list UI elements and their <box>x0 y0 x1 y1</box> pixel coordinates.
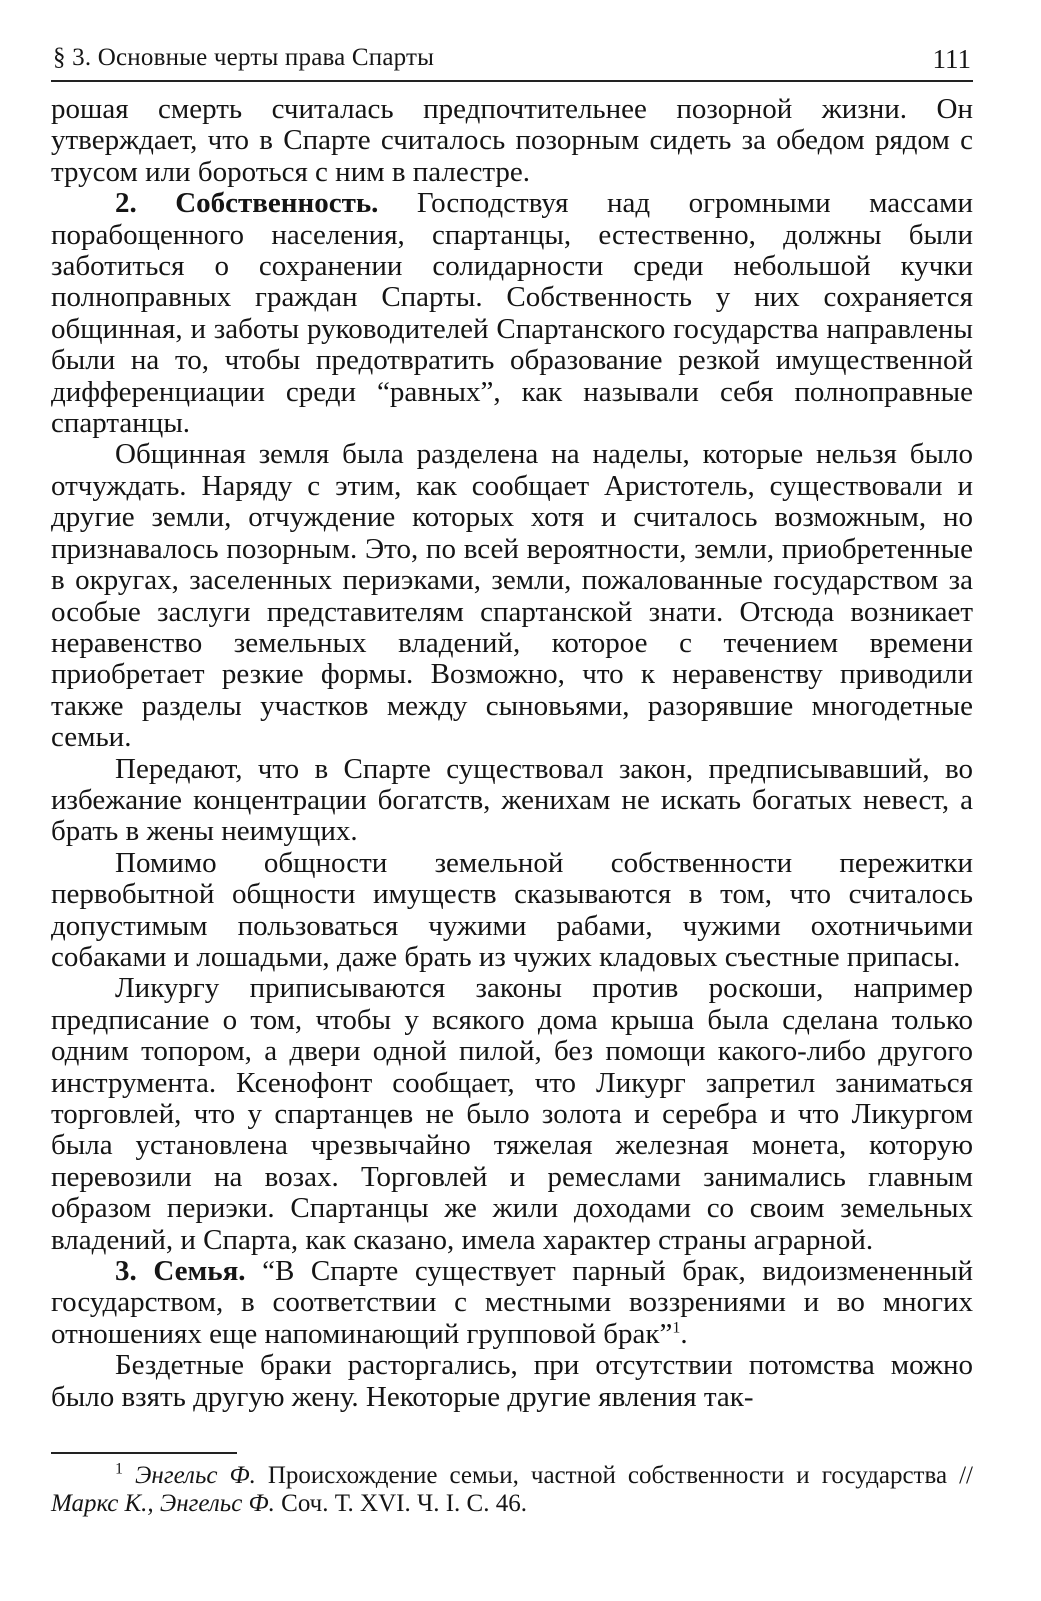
paragraph-text: Общинная земля была разделена на наделы, которые нельзя было отчуждать. Наряду с этим, как сообщает Аристотель, существовали и другие земли, отчуждение которых хотя и считалось возможным, но признавалось позорным. Это, по всей вероятности, земли, приобретенные в округах, заселенных периэками, земли, пожалованные государством за особые заслуги представителям спартанской знати. Отсюда возникает неравенство земельных владений, которое с течением времени приобретает резкие формы. Возможно, что к неравенству приводили также разделы участков между сыновьями, разорявшие многодетные семьи. <box>51 438 973 754</box>
section-heading-family: 3. Семья. <box>115 1255 246 1288</box>
body-text <box>51 94 973 1413</box>
paragraph-text: рошая смерть считалась предпочтительнее позорной жизни. Он утверждает, что в Спарте считалось позорным сидеть за обедом рядом с трусом или бороться с ним в палестре. <box>51 93 973 188</box>
running-title: § 3. Основные черты права Спарты <box>53 44 435 71</box>
page-header <box>51 40 973 82</box>
page-number: 111 <box>932 44 971 74</box>
footnote <box>51 1462 973 1518</box>
paragraph <box>51 754 973 848</box>
paragraph <box>51 848 973 974</box>
footnote-reference: 1 <box>672 1319 681 1337</box>
paragraph-text: “В Спарте существует парный брак, видоизмененный государством, в соответствии с местными воззрениями и во многих отношениях еще напоминающий групповой брак” <box>51 1255 973 1350</box>
footnote-citation: Соч. Т. XVI. Ч. I. С. 46. <box>274 1490 527 1517</box>
footnote-marker: 1 <box>115 1460 123 1478</box>
paragraph-text: Ликургу приписываются законы против роскоши, например предписание о том, чтобы у всякого дома крыша была сделана только одним топором, а двери одной пилой, без помощи какого-либо другого инструмента. Ксенофонт сообщает, что Ликург запретил заниматься торговлей, что у спартанцев не было золота и серебра и что Ликургом была установлена чрезвычайно тяжелая железная монета, которую перевозили на возах. Торговлей и ремеслами занимались главным образом периэки. Спартанцы же жили доходами со своим земельных владений, и Спарта, как сказано, имела характер страны аграрной. <box>51 972 973 1256</box>
paragraph-text: Господствуя над огромными массами порабощенного населения, спартанцы, естественно, должны были заботиться о сохранении солидарности среди небольшой кучки полноправных граждан Спарты. Собственность у них сохраняется общинная, и заботы руководителей Спартанского государства направлены были на то, чтобы предотвратить образование резкой имущественной дифференциации среди “равных”, как называли себя полноправные спартанцы. <box>51 187 973 440</box>
footnote-text <box>51 1462 973 1518</box>
footnote-title: Происхождение семьи, частной собственности и государства // <box>255 1462 973 1489</box>
footnote-authors: Маркс К., Энгельс Ф. <box>51 1490 275 1517</box>
paragraph-text-end: . <box>680 1317 688 1350</box>
paragraph-text: Бездетные браки расторгались, при отсутствии потомства можно было взять другую жену. Некоторые другие явления так- <box>51 1349 973 1413</box>
footnote-divider <box>51 1452 237 1454</box>
paragraph-property <box>51 188 973 439</box>
paragraph-text: Помимо общности земельной собственности пережитки первобытной общности имуществ сказываются в том, что считалось допустимым пользоваться чужими рабами, чужими охотничьими собаками и лошадьми, даже брать из чужих кладовых съестные припасы. <box>51 846 973 973</box>
paragraph <box>51 1350 973 1413</box>
paragraph-text: Передают, что в Спарте существовал закон, предписывавший, во избежание концентрации богатств, женихам не искать богатых невест, а брать в жены неимущих. <box>51 752 973 848</box>
section-heading-property: 2. Собственность. <box>115 187 379 220</box>
paragraph <box>51 439 973 753</box>
paragraph-family <box>51 1256 973 1350</box>
footnote-author: Энгельс Ф. <box>135 1462 256 1489</box>
paragraph <box>51 94 973 188</box>
paragraph <box>51 973 973 1256</box>
